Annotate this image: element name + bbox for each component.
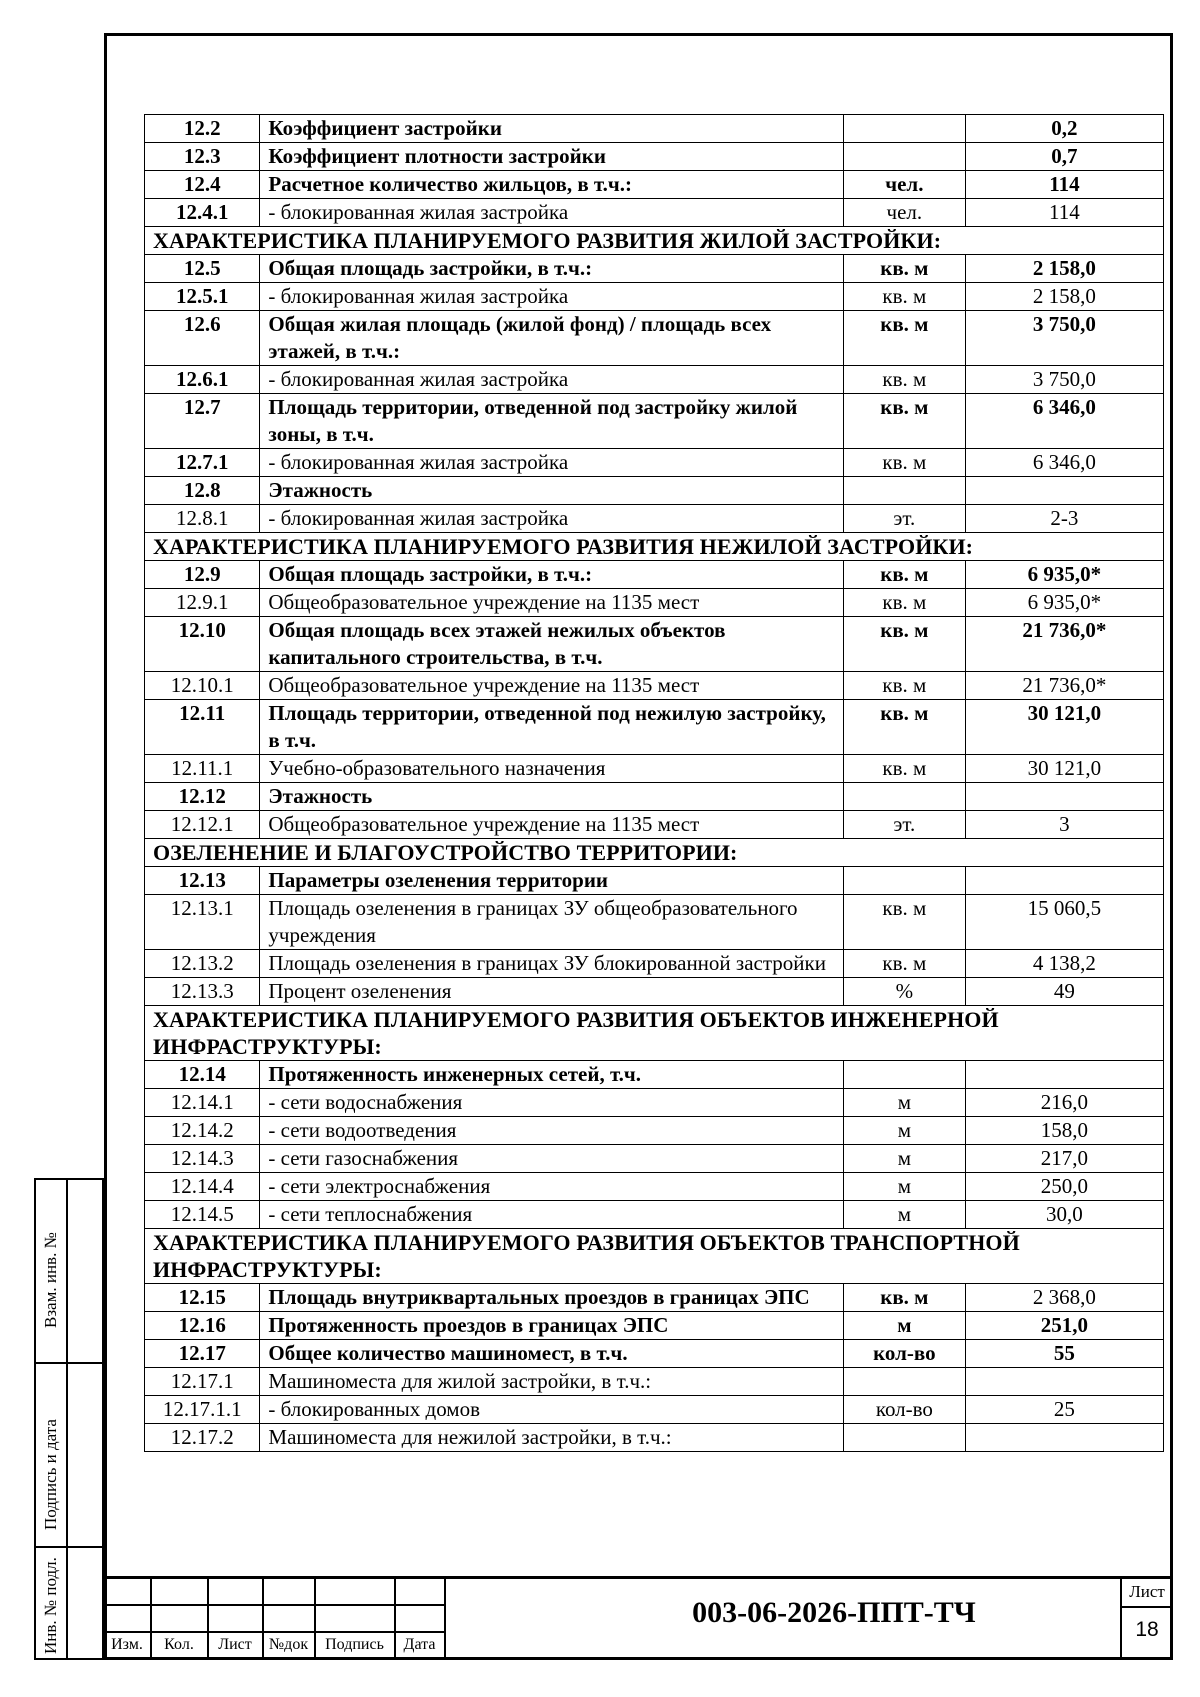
row-value: 251,0 <box>965 1312 1163 1340</box>
row-unit: м <box>843 1312 965 1340</box>
section-header-row <box>145 533 1164 561</box>
table-row <box>145 1117 1164 1145</box>
row-number: 12.7.1 <box>145 449 260 477</box>
row-value <box>965 867 1163 895</box>
row-unit: кв. м <box>843 561 965 589</box>
row-number: 12.12.1 <box>145 811 260 839</box>
section-title: ХАРАКТЕРИСТИКА ПЛАНИРУЕМОГО РАЗВИТИЯ НЕЖИЛОЙ ЗАСТРОЙКИ: <box>145 533 1164 561</box>
row-value: 6 346,0 <box>965 394 1163 449</box>
row-name: - блокированная жилая застройка <box>260 199 844 227</box>
document-code: 003-06-2026-ППТ-ТЧ <box>692 1596 976 1629</box>
row-unit: чел. <box>843 199 965 227</box>
row-name: - сети водоснабжения <box>260 1089 844 1117</box>
row-name: - блокированных домов <box>260 1396 844 1424</box>
table-row <box>145 755 1164 783</box>
table-row <box>145 477 1164 505</box>
row-value <box>965 783 1163 811</box>
row-number: 12.4.1 <box>145 199 260 227</box>
row-unit <box>843 783 965 811</box>
table-row <box>145 366 1164 394</box>
row-value: 15 060,5 <box>965 895 1163 950</box>
row-unit: кв. м <box>843 449 965 477</box>
row-value: 0,7 <box>965 143 1163 171</box>
row-unit: кв. м <box>843 672 965 700</box>
row-number: 12.14 <box>145 1061 260 1089</box>
row-name: Площадь территории, отведенной под нежилую застройку, в т.ч. <box>260 700 844 755</box>
row-name: Общая площадь застройки, в т.ч.: <box>260 255 844 283</box>
row-unit: чел. <box>843 171 965 199</box>
row-number: 12.13.1 <box>145 895 260 950</box>
title-block <box>104 1576 1173 1660</box>
inv-podl-label: Инв. № подл. <box>41 1557 60 1654</box>
row-name: Общая площадь всех этажей нежилых объектов капитального строительства, в т.ч. <box>260 617 844 672</box>
row-unit: м <box>843 1117 965 1145</box>
row-number: 12.10.1 <box>145 672 260 700</box>
vzam-inv-field <box>66 1178 104 1364</box>
row-name: Площадь озеленения в границах ЗУ общеобразовательного учреждения <box>260 895 844 950</box>
row-unit: кв. м <box>843 895 965 950</box>
table-row <box>145 115 1164 143</box>
row-value <box>965 1424 1163 1452</box>
inv-podl-field <box>66 1546 104 1660</box>
row-value: 250,0 <box>965 1173 1163 1201</box>
row-value: 21 736,0* <box>965 672 1163 700</box>
row-value: 2 158,0 <box>965 255 1163 283</box>
row-value: 216,0 <box>965 1089 1163 1117</box>
row-value: 25 <box>965 1396 1163 1424</box>
row-unit: м <box>843 1145 965 1173</box>
row-name: Этажность <box>260 783 844 811</box>
row-unit <box>843 1424 965 1452</box>
table-row <box>145 199 1164 227</box>
row-name: Процент озеленения <box>260 978 844 1006</box>
podpis-field <box>66 1362 104 1548</box>
row-number: 12.17.2 <box>145 1424 260 1452</box>
row-unit: эт. <box>843 505 965 533</box>
row-number: 12.10 <box>145 617 260 672</box>
table-row <box>145 1173 1164 1201</box>
row-number: 12.11 <box>145 700 260 755</box>
row-value <box>965 1368 1163 1396</box>
row-value: 3 <box>965 811 1163 839</box>
table-row <box>145 1145 1164 1173</box>
row-number: 12.7 <box>145 394 260 449</box>
table-row <box>145 1201 1164 1229</box>
row-unit <box>843 867 965 895</box>
row-name: Общеобразовательное учреждение на 1135 мест <box>260 811 844 839</box>
row-name: - блокированная жилая застройка <box>260 505 844 533</box>
row-unit: кв. м <box>843 700 965 755</box>
row-unit: эт. <box>843 811 965 839</box>
row-name: Коэффициент плотности застройки <box>260 143 844 171</box>
table-row <box>145 1340 1164 1368</box>
row-number: 12.16 <box>145 1312 260 1340</box>
section-title: ХАРАКТЕРИСТИКА ПЛАНИРУЕМОГО РАЗВИТИЯ ОБЪЕКТОВ ИНЖЕНЕРНОЙ ИНФРАСТРУКТУРЫ: <box>145 1006 1164 1061</box>
row-unit: кол-во <box>843 1340 965 1368</box>
row-number: 12.8.1 <box>145 505 260 533</box>
table-row <box>145 1284 1164 1312</box>
row-number: 12.5 <box>145 255 260 283</box>
data-label: Дата <box>403 1636 436 1653</box>
table-row <box>145 449 1164 477</box>
table-row <box>145 171 1164 199</box>
section-title: ОЗЕЛЕНЕНИЕ И БЛАГОУСТРОЙСТВО ТЕРРИТОРИИ: <box>145 839 1164 867</box>
row-unit: м <box>843 1201 965 1229</box>
row-unit: кв. м <box>843 589 965 617</box>
table-row <box>145 1089 1164 1117</box>
table-row <box>145 283 1164 311</box>
row-unit <box>843 1368 965 1396</box>
row-number: 12.17 <box>145 1340 260 1368</box>
row-value: 217,0 <box>965 1145 1163 1173</box>
row-unit: кв. м <box>843 255 965 283</box>
row-name: Общая площадь застройки, в т.ч.: <box>260 561 844 589</box>
row-name: Учебно-образовательного назначения <box>260 755 844 783</box>
row-unit <box>843 143 965 171</box>
row-value <box>965 1061 1163 1089</box>
row-name: Машиноместа для нежилой застройки, в т.ч.: <box>260 1424 844 1452</box>
row-unit: кол-во <box>843 1396 965 1424</box>
row-name: Общая жилая площадь (жилой фонд) / площадь всех этажей, в т.ч.: <box>260 311 844 366</box>
row-unit: % <box>843 978 965 1006</box>
row-name: - сети теплоснабжения <box>260 1201 844 1229</box>
row-name: Общеобразовательное учреждение на 1135 мест <box>260 589 844 617</box>
table-row <box>145 1396 1164 1424</box>
sheet-label: Лист <box>1129 1582 1165 1601</box>
row-unit: кв. м <box>843 755 965 783</box>
row-value: 30 121,0 <box>965 755 1163 783</box>
row-name: Общее количество машиномест, в т.ч. <box>260 1340 844 1368</box>
row-value: 114 <box>965 199 1163 227</box>
table-row <box>145 783 1164 811</box>
ndok-label: №док <box>268 1636 309 1653</box>
row-number: 12.6.1 <box>145 366 260 394</box>
row-name: Коэффициент застройки <box>260 115 844 143</box>
row-number: 12.6 <box>145 311 260 366</box>
row-unit: кв. м <box>843 283 965 311</box>
row-name: Протяженность проездов в границах ЭПС <box>260 1312 844 1340</box>
section-title: ХАРАКТЕРИСТИКА ПЛАНИРУЕМОГО РАЗВИТИЯ ОБЪЕКТОВ ТРАНСПОРТНОЙ ИНФРАСТРУКТУРЫ: <box>145 1229 1164 1284</box>
row-number: 12.3 <box>145 143 260 171</box>
row-value: 2-3 <box>965 505 1163 533</box>
row-number: 12.12 <box>145 783 260 811</box>
table-row <box>145 811 1164 839</box>
row-value: 6 346,0 <box>965 449 1163 477</box>
row-name: - сети электроснабжения <box>260 1173 844 1201</box>
side-stamp <box>34 1178 104 1660</box>
row-number: 12.15 <box>145 1284 260 1312</box>
table-row <box>145 255 1164 283</box>
row-value: 2 368,0 <box>965 1284 1163 1312</box>
row-number: 12.14.3 <box>145 1145 260 1173</box>
list-label: Лист <box>218 1636 252 1653</box>
kol-label: Кол. <box>164 1636 194 1653</box>
row-name: - блокированная жилая застройка <box>260 366 844 394</box>
table-row <box>145 672 1164 700</box>
section-header-row <box>145 839 1164 867</box>
row-number: 12.13.2 <box>145 950 260 978</box>
table-row <box>145 1368 1164 1396</box>
row-name: Площадь внутриквартальных проездов в границах ЭПС <box>260 1284 844 1312</box>
row-number: 12.17.1 <box>145 1368 260 1396</box>
row-number: 12.14.4 <box>145 1173 260 1201</box>
row-name: - сети водоотведения <box>260 1117 844 1145</box>
row-name: Площадь озеленения в границах ЗУ блокированной застройки <box>260 950 844 978</box>
section-title: ХАРАКТЕРИСТИКА ПЛАНИРУЕМОГО РАЗВИТИЯ ЖИЛОЙ ЗАСТРОЙКИ: <box>145 227 1164 255</box>
row-unit <box>843 1061 965 1089</box>
row-number: 12.5.1 <box>145 283 260 311</box>
row-number: 12.17.1.1 <box>145 1396 260 1424</box>
section-header-row <box>145 1006 1164 1061</box>
row-unit: кв. м <box>843 617 965 672</box>
row-number: 12.14.2 <box>145 1117 260 1145</box>
table-row <box>145 700 1164 755</box>
row-name: Площадь территории, отведенной под застройку жилой зоны, в т.ч. <box>260 394 844 449</box>
row-number: 12.8 <box>145 477 260 505</box>
table-row <box>145 950 1164 978</box>
row-value: 114 <box>965 171 1163 199</box>
row-name: Этажность <box>260 477 844 505</box>
row-value: 6 935,0* <box>965 589 1163 617</box>
row-value: 4 138,2 <box>965 950 1163 978</box>
row-unit <box>843 115 965 143</box>
vzam-inv-label: Взам. инв. № <box>41 1232 60 1328</box>
table-row <box>145 505 1164 533</box>
row-number: 12.13 <box>145 867 260 895</box>
row-unit: м <box>843 1089 965 1117</box>
table-row <box>145 867 1164 895</box>
table-row <box>145 394 1164 449</box>
row-number: 12.4 <box>145 171 260 199</box>
table-row <box>145 978 1164 1006</box>
row-value: 55 <box>965 1340 1163 1368</box>
table-row <box>145 589 1164 617</box>
table-row <box>145 143 1164 171</box>
table-row <box>145 617 1164 672</box>
row-name: Расчетное количество жильцов, в т.ч.: <box>260 171 844 199</box>
table-row <box>145 1061 1164 1089</box>
sheet-number: 18 <box>1135 1618 1159 1641</box>
section-header-row <box>145 227 1164 255</box>
table-row <box>145 561 1164 589</box>
table-row <box>145 1312 1164 1340</box>
izm-label: Изм. <box>111 1636 143 1653</box>
row-unit: кв. м <box>843 394 965 449</box>
row-unit: кв. м <box>843 366 965 394</box>
row-unit: кв. м <box>843 1284 965 1312</box>
table-row <box>145 311 1164 366</box>
row-value: 2 158,0 <box>965 283 1163 311</box>
row-number: 12.14.1 <box>145 1089 260 1117</box>
row-number: 12.14.5 <box>145 1201 260 1229</box>
row-value <box>965 477 1163 505</box>
podpis-header-label: Подпись <box>325 1636 384 1653</box>
row-value: 21 736,0* <box>965 617 1163 672</box>
table-row <box>145 1424 1164 1452</box>
podpis-label: Подпись и дата <box>41 1419 60 1530</box>
row-name: - блокированная жилая застройка <box>260 449 844 477</box>
row-name: Параметры озеленения территории <box>260 867 844 895</box>
row-name: - сети газоснабжения <box>260 1145 844 1173</box>
section-header-row <box>145 1229 1164 1284</box>
row-unit: кв. м <box>843 950 965 978</box>
row-name: - блокированная жилая застройка <box>260 283 844 311</box>
row-number: 12.9.1 <box>145 589 260 617</box>
row-number: 12.13.3 <box>145 978 260 1006</box>
row-value: 30 121,0 <box>965 700 1163 755</box>
row-number: 12.2 <box>145 115 260 143</box>
row-unit: кв. м <box>843 311 965 366</box>
row-name: Машиноместа для жилой застройки, в т.ч.: <box>260 1368 844 1396</box>
row-value: 6 935,0* <box>965 561 1163 589</box>
row-value: 3 750,0 <box>965 366 1163 394</box>
parameters-table <box>144 114 1164 1452</box>
row-value: 0,2 <box>965 115 1163 143</box>
row-unit: м <box>843 1173 965 1201</box>
row-value: 30,0 <box>965 1201 1163 1229</box>
row-unit <box>843 477 965 505</box>
row-number: 12.9 <box>145 561 260 589</box>
row-name: Общеобразовательное учреждение на 1135 мест <box>260 672 844 700</box>
row-number: 12.11.1 <box>145 755 260 783</box>
row-name: Протяженность инженерных сетей, т.ч. <box>260 1061 844 1089</box>
table-row <box>145 895 1164 950</box>
row-value: 158,0 <box>965 1117 1163 1145</box>
row-value: 49 <box>965 978 1163 1006</box>
row-value: 3 750,0 <box>965 311 1163 366</box>
